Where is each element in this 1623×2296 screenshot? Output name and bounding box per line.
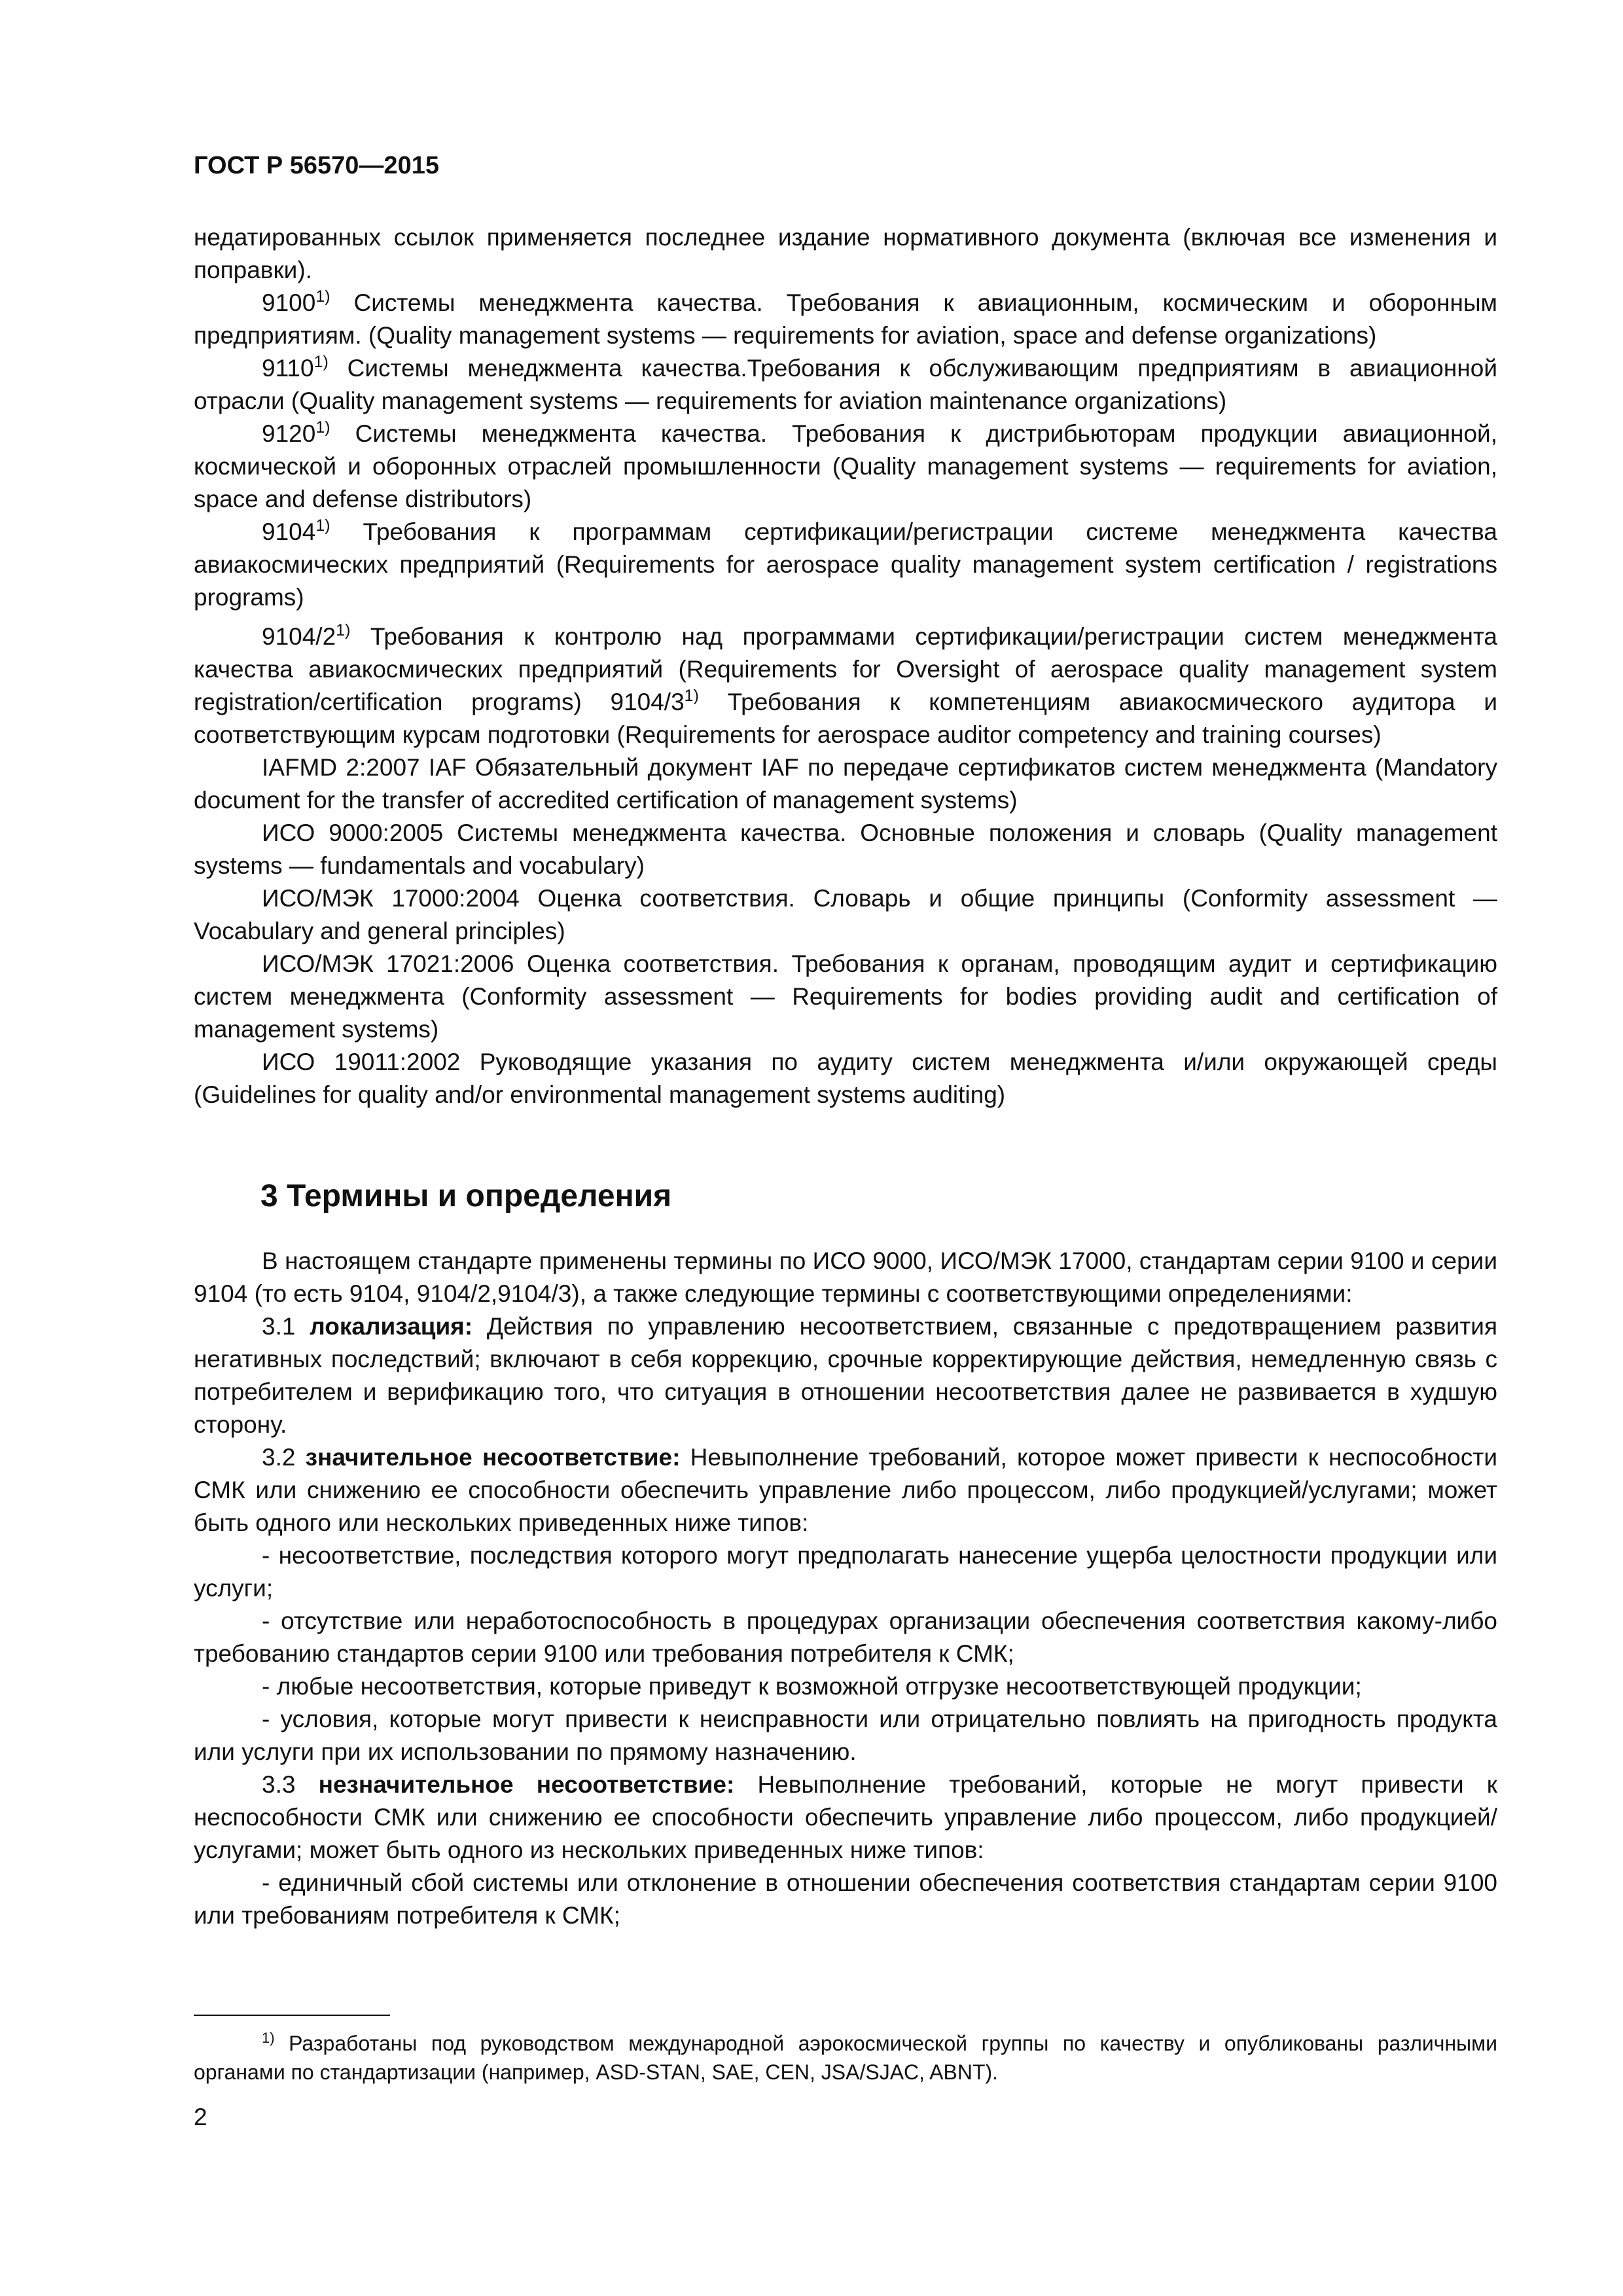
term-number: 3.2 xyxy=(262,1444,306,1471)
list-item: - отсутствие или неработоспособность в процедурах организации обеспечения соответствия какому-либо требованию стандартов серии 9100 или требования потребителя к СМК; xyxy=(194,1607,1497,1667)
reference-text: Требования к компетенциям авиакосмического аудитора и соответствующим курсам подготовки (Requirements for aerospace auditor competency and training courses) xyxy=(194,689,1498,748)
reference-item xyxy=(194,516,1497,614)
footnote-text: Разработаны под руководством международной аэрокосмической группы по качеству и опубликованы различными органами по стандартизации (например, ASD-STAN, SAE, CEN, JSA/SJAC, ABNT). xyxy=(194,2032,1497,2084)
term-3-1 xyxy=(194,1310,1497,1441)
reference-item: ИСО 19011:2002 Руководящие указания по аудиту систем менеджмента и/или окружающей среды (Guidelines for quality and/or environmental management systems auditing) xyxy=(194,1049,1497,1108)
footnote-marker: 1) xyxy=(315,418,330,437)
reference-text: Системы менеджмента качества. Требования к авиационным, космическим и оборонным предприятиям. (Quality management systems — requirements for aviation, space and defense organizations) xyxy=(194,289,1497,349)
term-number: 3.3 xyxy=(262,1771,319,1798)
footnote xyxy=(194,2029,1497,2087)
reference-text: Требования к программам сертификации/регистрации системе менеджмента качества авиакосмических предприятий (Requirements for aerospace quality management system certification / registrations programs) xyxy=(194,518,1497,611)
list-item: - единичный сбой системы или отклонение в отношении обеспечения соответствия стандартам серии 9100 или требованиям потребителя к СМК; xyxy=(194,1869,1497,1929)
reference-item xyxy=(194,287,1497,352)
reference-code: 9120 xyxy=(262,420,316,447)
term-definition: Действия по управлению несоответствием, связанные с предотвращением развития негативных последствий; включают в себя коррекцию, срочные корректирующие действия, немедленную связь с потребителем и верификацию того, что ситуация в отношении несоответствия далее не развивается в худшую сторону. xyxy=(194,1313,1497,1438)
footnote-marker: 1) xyxy=(315,287,330,306)
term-definition: Невыполнение требований, которые не могут привести к неспособности СМК или снижению ее способности обеспечить управление либо процессом, либо продукцией/услугами; может быть одного из нескольких приведенных ниже типов: xyxy=(194,1771,1497,1863)
reference-text: Требования к контролю над программами сертификации/регистрации систем менеджмента качества авиакосмических предприятий (Requirements for Oversight of aerospace quality management system registration/certification programs) 9104/3 xyxy=(194,623,1497,715)
term-number: 3.1 xyxy=(262,1313,310,1340)
reference-code: 9104/2 xyxy=(262,623,336,650)
list-item: - несоответствие, последствия которого могут предполагать нанесение ущерба целостности продукции или услуги; xyxy=(194,1542,1497,1602)
reference-item: ИСО 9000:2005 Системы менеджмента качества. Основные положения и словарь (Quality management systems — fundamentals and vocabulary) xyxy=(194,819,1497,879)
footnote-marker: 1) xyxy=(262,2030,275,2046)
section-heading: 3 Термины и определения xyxy=(260,1179,672,1213)
reference-code: 9104 xyxy=(262,518,316,545)
term-name: незначительное несоответствие: xyxy=(318,1771,735,1798)
footnote-divider xyxy=(194,2015,390,2016)
term-name: локализация: xyxy=(310,1313,473,1340)
term-definition: Невыполнение требований, которое может привести к неспособности СМК или снижению ее способности обеспечить управление либо процессом, либо продукцией/услугами; может быть одного или нескольких приведенных ниже типов: xyxy=(194,1444,1497,1536)
list-item: - любые несоответствия, которые приведут к возможной отгрузке несоответствующей продукции; xyxy=(262,1673,1362,1700)
reference-item: ИСО/МЭК 17000:2004 Оценка соответствия. Словарь и общие принципы (Conformity assessment — Vocabulary and general principles) xyxy=(194,885,1497,944)
reference-item xyxy=(194,418,1497,516)
reference-code: 9100 xyxy=(262,289,316,316)
term-3-3 xyxy=(194,1768,1497,1867)
term-3-2 xyxy=(194,1441,1497,1539)
normative-references xyxy=(194,221,1497,1111)
term-name: значительное несоответствие: xyxy=(305,1444,681,1471)
section-intro: В настоящем стандарте применены термины по ИСО 9000, ИСО/МЭК 17000, стандартам серии 9100 и серии 9104 (то есть 9104, 9104/2,9104/3), а также следующие термины с соответствующими определениями: xyxy=(194,1247,1497,1307)
reference-item xyxy=(194,352,1497,418)
footnote-marker: 1) xyxy=(315,516,330,535)
reference-item xyxy=(194,620,1497,751)
list-item: - условия, которые могут привести к неисправности или отрицательно повлиять на пригодность продукта или услуги при их использовании по прямому назначению. xyxy=(194,1706,1497,1765)
reference-item: IAFMD 2:2007 IAF Обязательный документ IAF по передаче сертификатов систем менеджмента (Mandatory document for the transfer of accredited certification of management systems) xyxy=(194,754,1497,814)
reference-text: Системы менеджмента качества.Требования к обслуживающим предприятиям в авиационной отрасли (Quality management systems — requirements for aviation maintenance organizations) xyxy=(194,355,1497,414)
reference-item: ИСО/МЭК 17021:2006 Оценка соответствия. Требования к органам, проводящим аудит и сертификацию систем менеджмента (Conformity assessment — Requirements for bodies providing audit and certification of management systems) xyxy=(194,950,1497,1043)
footnote-marker: 1) xyxy=(313,353,329,371)
reference-code: 9110 xyxy=(262,355,314,382)
reference-text: Системы менеджмента качества. Требования к дистрибьюторам продукции авиационной, космической и оборонных отраслей промышленности (Quality management systems — requirements for aviation, space and defense distributors) xyxy=(194,420,1497,512)
footnote-marker: 1) xyxy=(336,621,351,639)
footnote-marker: 1) xyxy=(684,687,699,705)
references-intro: недатированных ссылок применяется последнее издание нормативного документа (включая все изменения и поправки). xyxy=(194,224,1497,283)
document-header: ГОСТ Р 56570—2015 xyxy=(194,152,439,179)
page-number: 2 xyxy=(194,2104,207,2130)
terms-section xyxy=(194,1245,1497,1932)
